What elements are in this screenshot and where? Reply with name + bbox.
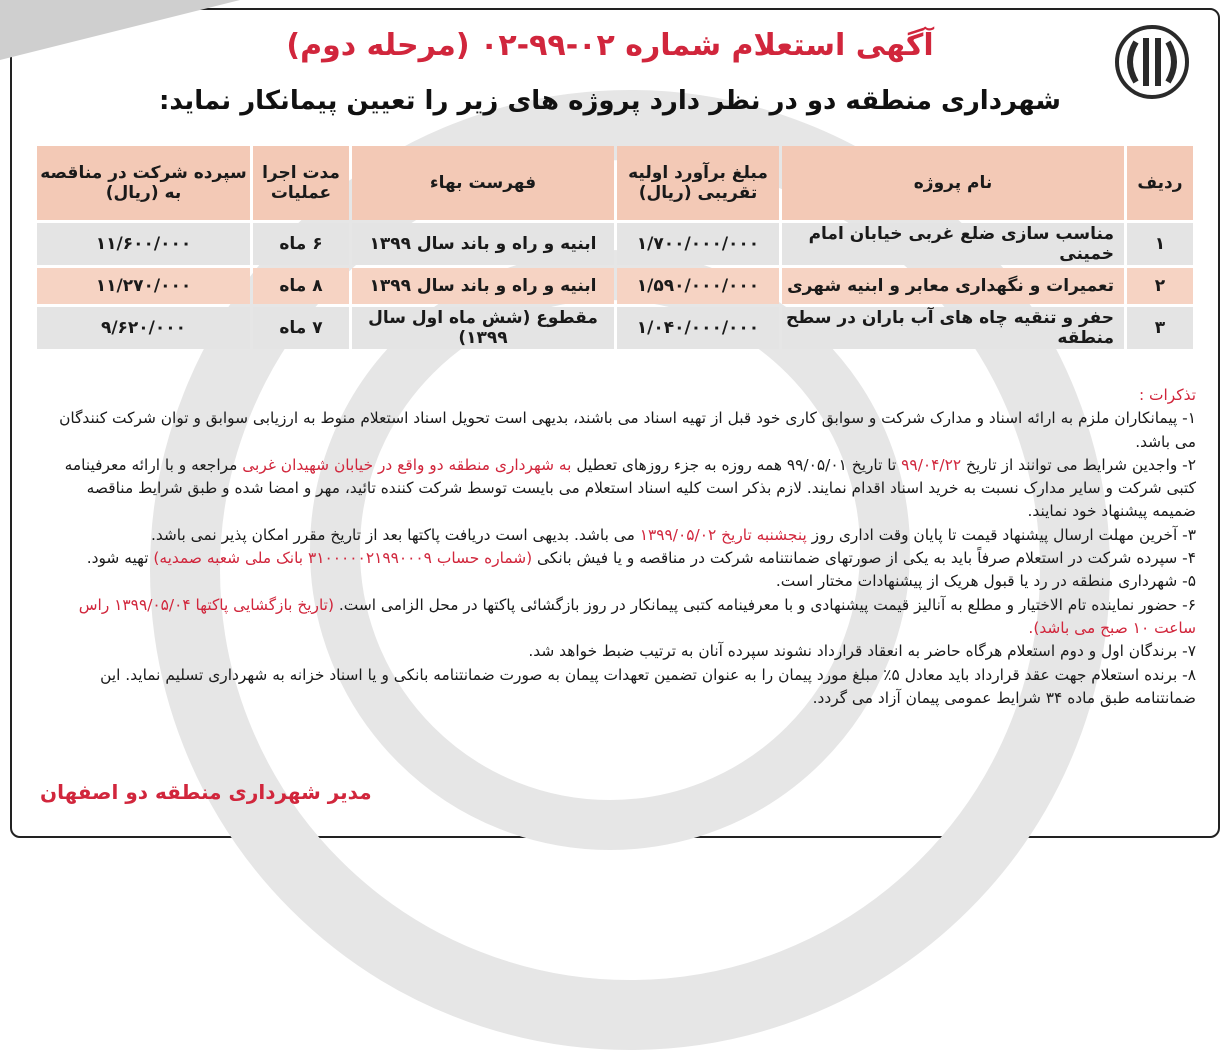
col-duration: مدت اجرا عملیات <box>253 146 349 220</box>
price-list: مقطوع (شش ماه اول سال ۱۳۹۹) <box>352 307 614 349</box>
col-deposit: سپرده شرکت در مناقصه به (ریال) <box>37 146 250 220</box>
notice-title: آگهی استعلام شماره ۰۲-۹۹-۰۲ (مرحله دوم) <box>286 28 934 63</box>
duration: ۶ ماه <box>253 223 349 265</box>
col-price-list: فهرست بهاء <box>352 146 614 220</box>
note-5: ۵- شهرداری منطقه در رد یا قبول هریک از پیشنهادات مختار است. <box>775 572 1196 591</box>
row-number: ۳ <box>1127 307 1193 349</box>
note-4: ۴- سپرده شرکت در استعلام صرفاً باید به یکی از صورتهای ضمانتنامه شرکت در مناقصه و یا فیش بانکی (شماره حساب ۳۱۰۰۰۰۰۲۱۹۹۰۰۰۹ بانک ملی شعبه صمدیه) تهیه شود. <box>86 549 1196 568</box>
note-6: ۶- حضور نماینده تام الاختیار و مطلع به آنالیز قیمت پیشنهادی و با معرفینامه کتبی پیمانکار در روز بازگشائی پاکتها در محل الزامی است. (تاریخ بازگشایی پاکتها ۱۳۹۹/۰۵/۰۴ راس ساعت ۱۰ صبح می باشد). <box>78 595 1196 637</box>
duration: ۸ ماه <box>253 268 349 304</box>
estimated-amount: ۱/۷۰۰/۰۰۰/۰۰۰ <box>617 223 779 265</box>
project-name: حفر و تنقیه چاه های آب باران در سطح منطقه <box>782 307 1124 349</box>
note-2: ۲- واجدین شرایط می توانند از تاریخ ۹۹/۰۴/۲۲ تا تاریخ ۹۹/۰۵/۰۱ همه روزه به جزء روزهای تعطیل به شهرداری منطقه دو واقع در خیابان شهیدان غربی مراجعه و با ارائه معرفینامه کتبی شرکت و سایر مدارک نسبت به خرید اسناد اقدام نمایند. لازم بذکر است کلیه اسناد استعلام می بایست توسط شرکت کننده تائید، مهر و امضا شده و طبق شرایط مناقصه ضمیمه پیشنهاد خود نمایند. <box>64 455 1196 521</box>
project-name: مناسب سازی ضلع غربی خیابان امام خمینی <box>782 223 1124 265</box>
estimated-amount: ۱/۵۹۰/۰۰۰/۰۰۰ <box>617 268 779 304</box>
notice-subtitle: شهرداری منطقه دو در نظر دارد پروژه های زیر را تعیین پیمانکار نماید: <box>159 86 1061 116</box>
row-number: ۱ <box>1127 223 1193 265</box>
note-1: ۱- پیمانکاران ملزم به ارائه اسناد و مدارک شرکت و سوابق کاری خود قبل از تهیه اسناد می باشند، بدیهی است تحویل اسناد استعلام منوط به ارزیابی سوابق و توان شرکت کنندگان می باشد. <box>59 409 1196 451</box>
projects-table <box>34 143 1196 352</box>
note-8: ۸- برنده استعلام جهت عقد قرارداد باید معادل ۵٪ مبلغ مورد پیمان را به عنوان تضمین تعهدات پیمان به صورت ضمانتنامه بانکی و یا اسناد خزانه به شهرداری تسلیم نماید. این ضمانتنامه طبق ماده ۳۴ شرایط عمومی پیمان آزاد می گردد. <box>100 665 1196 707</box>
price-list: ابنیه و راه و باند سال ۱۳۹۹ <box>352 268 614 304</box>
signature: مدیر شهرداری منطقه دو اصفهان <box>40 780 372 804</box>
price-list: ابنیه و راه و باند سال ۱۳۹۹ <box>352 223 614 265</box>
row-number: ۲ <box>1127 268 1193 304</box>
table-row <box>37 268 1193 304</box>
table-row <box>37 307 1193 349</box>
note-3: ۳- آخرین مهلت ارسال پیشنهاد قیمت تا پایان وقت اداری روز پنجشنبه تاریخ ۱۳۹۹/۰۵/۰۲ می باشد. بدیهی است دریافت پاکتها بعد از تاریخ مقرر امکان پذیر نمی باشد. <box>150 525 1196 544</box>
municipality-logo <box>1114 24 1190 100</box>
deposit: ۱۱/۲۷۰/۰۰۰ <box>37 268 250 304</box>
col-estimated-amount: مبلغ برآورد اولیه تقریبی (ریال) <box>617 146 779 220</box>
col-row-number: ردیف <box>1127 146 1193 220</box>
project-name: تعمیرات و نگهداری معابر و ابنیه شهری <box>782 268 1124 304</box>
notes-heading: تذکرات : <box>1138 386 1196 404</box>
duration: ۷ ماه <box>253 307 349 349</box>
estimated-amount: ۱/۰۴۰/۰۰۰/۰۰۰ <box>617 307 779 349</box>
table-row <box>37 223 1193 265</box>
table-header-row <box>37 146 1193 220</box>
deposit: ۱۱/۶۰۰/۰۰۰ <box>37 223 250 265</box>
note-7: ۷- برندگان اول و دوم استعلام هرگاه حاضر به انعقاد قرارداد نشوند سپرده آنان به ترتیب ضبط خواهد شد. <box>528 642 1196 661</box>
deposit: ۹/۶۲۰/۰۰۰ <box>37 307 250 349</box>
notes-section <box>44 384 1196 710</box>
col-project-name: نام پروژه <box>782 146 1124 220</box>
